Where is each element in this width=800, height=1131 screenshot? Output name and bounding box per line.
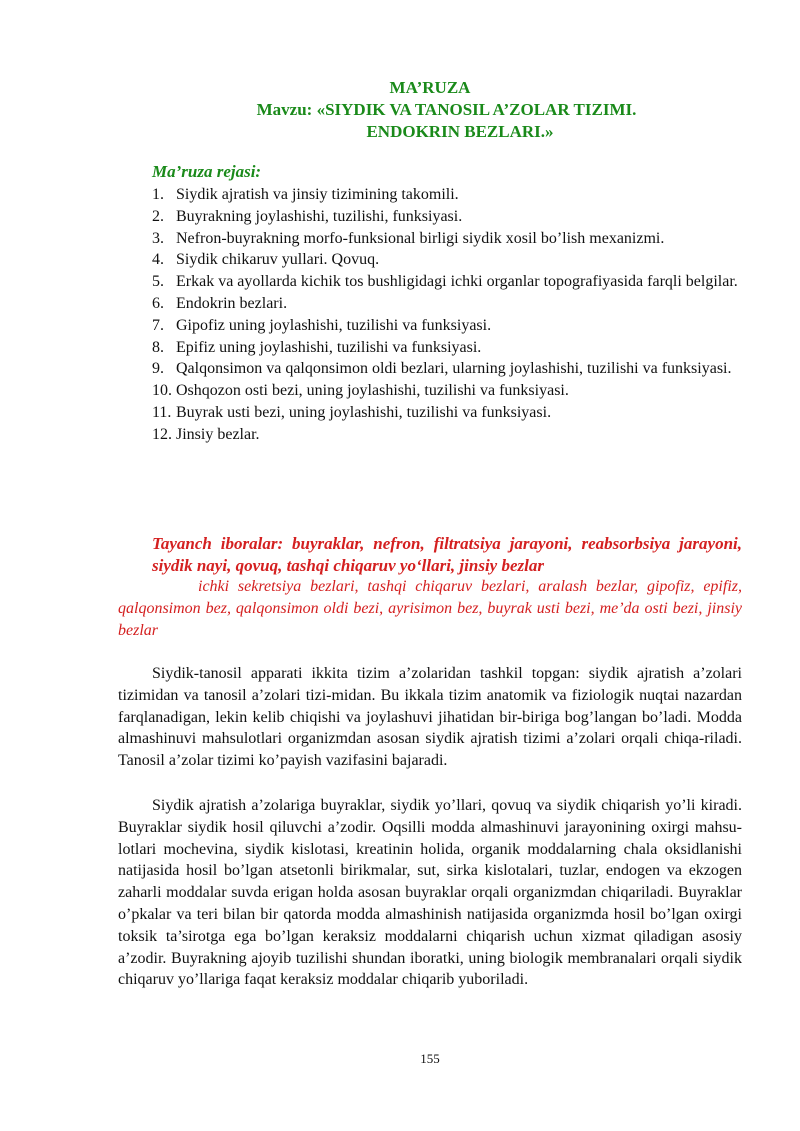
plan-item-text: Siydik chikaruv yullari. Qovuq. [176,251,380,269]
topic-title-line1: Mavzu: «SIYDIK VA TANOSIL A’ZOLAR TIZIMI. [256,100,637,119]
plan-item-number: 3. [152,229,164,247]
plan-title: Ma’ruza rejasi: [152,162,262,181]
plan-item-text: Gipofiz uning joylashishi, tuzilishi va funksiyasi. [176,316,492,334]
plan-item-text: Erkak va ayollarda kichik tos bushligidagi ichki organlar topografiyasida farqli belgilar. [176,273,738,291]
plan-item [152,184,742,206]
page-number: 155 [420,1051,440,1066]
topic-title-line2: ENDOKRIN BEZLARI.» [366,122,554,141]
plan-item-text: Buyrakning joylashishi, tuzilishi, funksiyasi. [176,207,463,225]
plan-item-text: Qalqonsimon va qalqonsimon oldi bezlari, ularning joylashishi, tuzilishi va funksiyasi. [176,360,732,378]
plan-item [152,293,742,315]
plan-item-text: Nefron-buyrakning morfo-funksional birligi siydik xosil bo’lish mexanizmi. [176,229,665,247]
plan-item-number: 9. [152,360,164,378]
plan-item-number: 4. [152,251,164,269]
plan-item [152,315,742,337]
plan-item-number: 10. [152,382,172,400]
plan-item [152,249,742,271]
plan-item [152,424,742,446]
plan-item [152,271,742,293]
plan-item-text: Epifiz uning joylashishi, tuzilishi va funksiyasi. [176,338,482,356]
plan-list [152,184,742,446]
plan-item-number: 2. [152,207,164,225]
plan-item-number: 6. [152,294,164,312]
plan-item-text: Buyrak usti bezi, uning joylashishi, tuzilishi va funksiyasi. [176,403,552,421]
plan-item [152,402,742,424]
plan-item-text: Jinsiy bezlar. [176,425,260,443]
plan-item [152,206,742,228]
plan-item-text: Oshqozon osti bezi, uning joylashishi, tuzilishi va funksiyasi. [176,382,569,400]
body-paragraph-1: Siydik-tanosil apparati ikkita tizim a’zolaridan tashkil topgan: siydik ajratish a’zolari tizimidan va tanosil a’zolari tizi-midan. Bu ikkala tizim anatomik va fiziologik nuqtai nazardan farqlanadigan, lekin kelib chiqishi va joylashuvi jihatidan bir-biriga bog’langan bo’ladi. Modda almashinuvi mahsulotlari organizmdan asosan siydik ajratish tizimi a’zolari orqali chiqa-riladi. Tanosil a’zolar tizimi ko’payish vazifasini bajaradi. [118,665,742,770]
plan-item-text: Siydik ajratish va jinsiy tizimining takomili. [176,186,459,203]
keywords-secondary: ichki sekretsiya bezlari, tashqi chiqaruv bezlari, aralash bezlar, gipofiz, epifiz, qalqonsimon bez, qalqonsimon oldi bezi, ayrisimon bez, buyrak usti bezi, me’da osti bezi, jinsiy bezlar [118,578,742,639]
keywords-primary: Tayanch iboralar: buyraklar, nefron, filtratsiya jarayoni, reabsorbsiya jarayoni, siydik nayi, qovuq, tashqi chiqaruv yo‘llari, jinsiy bezlar [152,534,742,575]
plan-item [152,228,742,250]
plan-item-number: 7. [152,316,164,334]
lecture-label: MA’RUZA [389,78,471,97]
plan-item-number: 1. [152,186,164,203]
body-paragraph-2: Siydik ajratish a’zolariga buyraklar, siydik yo’llari, qovuq va siydik chiqarish yo’li kiradi. Buyraklar siydik hosil qiluvchi a’zodir. Oqsilli modda almashinuvi jarayonining oxirgi mahsu-lotlari mochevina, siydik kislotasi, kreatinin holida, organik moddalarning chala oksidlanishi natijasida hosil bo’lgan atsetonli birikmalar, sut, sirka kislotalari, tuzlar, endogen va ekzogen zaharli moddalar suvda erigan holda asosan buyraklar orqali organizmdan chiqariladi. Buyraklar o’pkalar va teri bilan bir qatorda modda almashinish natijasida organizmda hosil bo’lgan oxirgi toksik ta’sirotga ega bo’lgan keraksiz moddalarni chiqarish uchun xizmat qiladigan asosiy a’zodir. Buyrakning ajoyib tuzilishi shundan iboratki, uning biologik membranalari orqali siydik chiqaruv yo’llariga faqat keraksiz moddalar chiqarib yuboriladi. [118,797,742,989]
plan-item-text: Endokrin bezlari. [176,294,288,312]
plan-item-number: 11. [152,403,172,421]
plan-item-number: 8. [152,338,164,356]
plan-item [152,358,742,380]
plan-item-number: 12. [152,425,172,443]
plan-item [152,380,742,402]
plan-item [152,337,742,359]
plan-item-number: 5. [152,273,164,291]
